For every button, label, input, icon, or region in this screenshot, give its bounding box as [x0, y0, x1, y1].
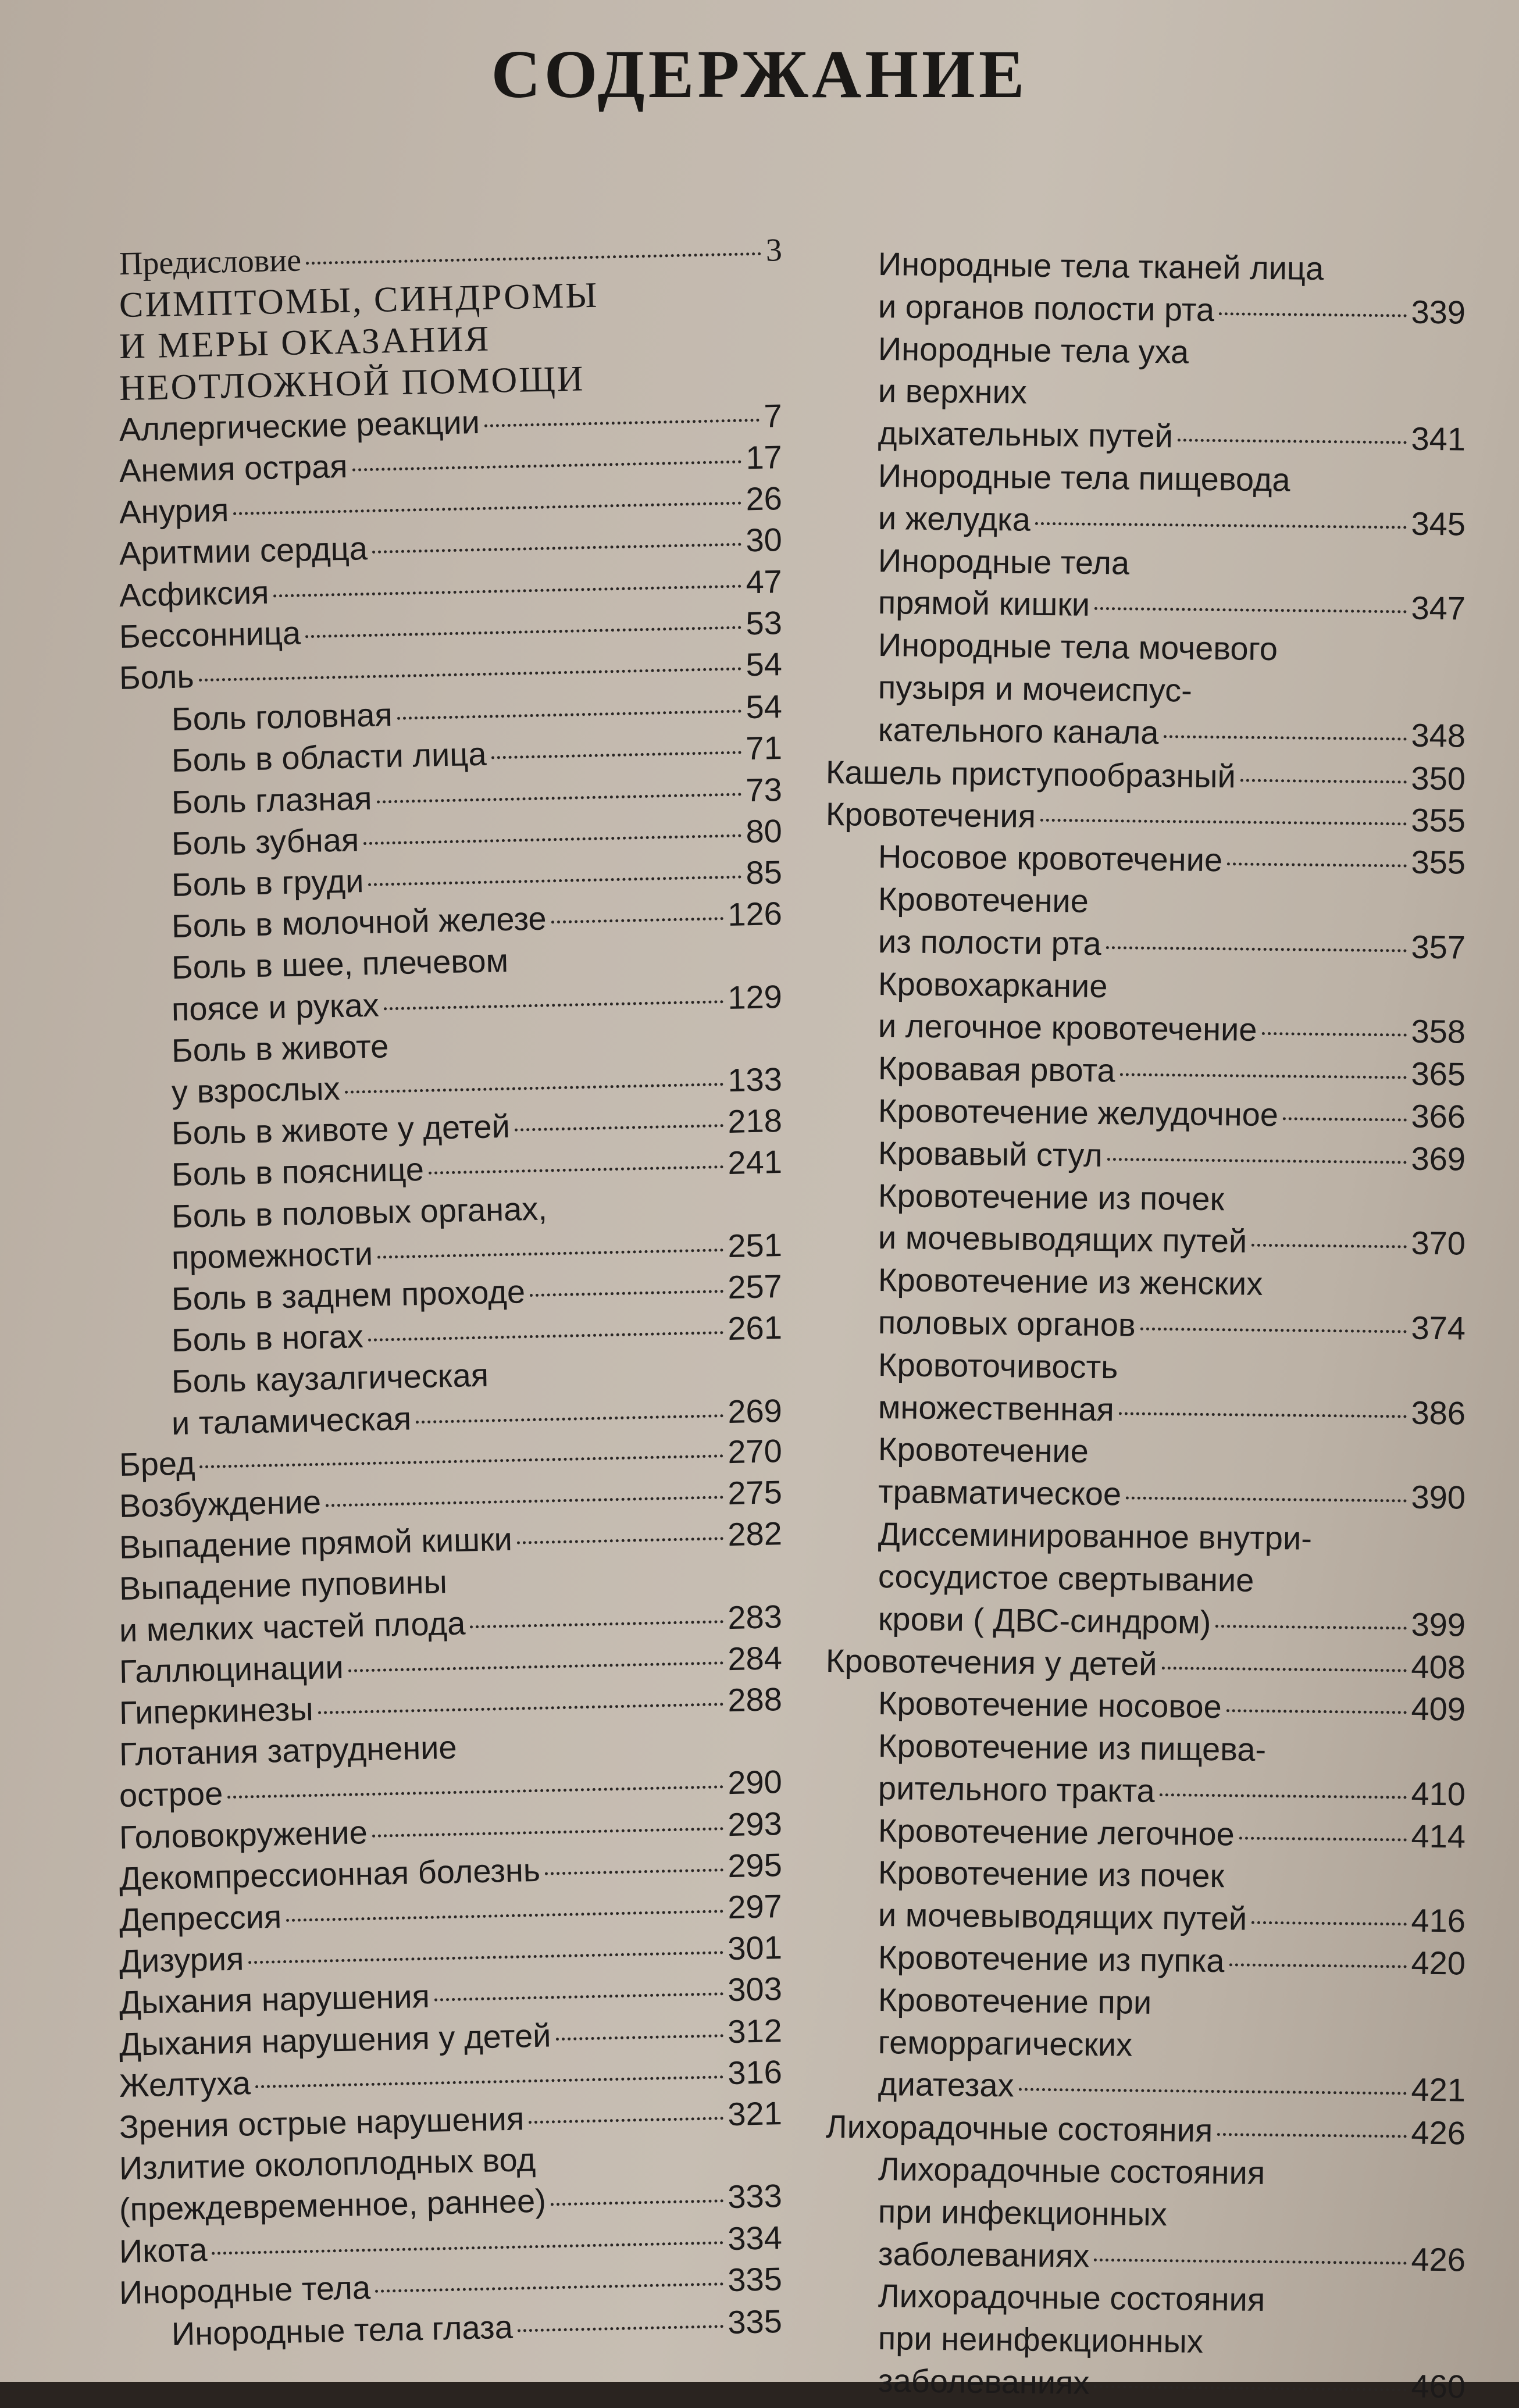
dot-leader: [375, 2282, 723, 2293]
toc-entry-page: 426: [1411, 2241, 1466, 2278]
toc-entry-title: пузыря и мочеиспус-: [878, 669, 1193, 709]
dot-leader: [530, 1290, 723, 1297]
toc-entry-title: из полости рта: [878, 922, 1102, 962]
dot-leader: [305, 626, 741, 638]
toc-entry-page: 355: [1411, 843, 1466, 881]
dot-leader: [429, 1166, 723, 1175]
toc-entry-title: поясе и руках: [171, 986, 380, 1028]
toc-entry-page: 26: [745, 480, 783, 518]
toc-entry-title: Боль в шее, плечевом: [171, 942, 509, 986]
toc-entry: [878, 1047, 1466, 1096]
toc-entry-title: Боль в животе: [171, 1027, 389, 1069]
dot-leader: [199, 668, 741, 682]
dot-leader: [517, 1537, 723, 1544]
dot-leader: [515, 1124, 723, 1132]
toc-entry-title: Выпадение прямой кишки: [119, 1521, 513, 1566]
toc-entry-title: Боль в ногах: [171, 1318, 364, 1359]
toc-entry-title: Предисловие: [119, 242, 302, 282]
toc-entry-title: Галлюцинации: [119, 1648, 344, 1690]
toc-entry-page: 366: [1411, 1097, 1466, 1135]
dot-leader: [345, 1083, 723, 1094]
dot-leader: [372, 1827, 723, 1838]
toc-entry-page: 420: [1411, 1944, 1466, 1982]
dot-leader: [273, 584, 741, 597]
toc-entry-title: и органов полости рта: [878, 287, 1215, 328]
dot-leader: [1227, 862, 1406, 867]
toc-entry-page: 297: [727, 1888, 783, 1926]
dot-leader: [1219, 312, 1406, 317]
toc-entry-page: 426: [1411, 2114, 1466, 2152]
toc-entry-page: 390: [1411, 1478, 1466, 1516]
dot-leader: [1126, 1497, 1406, 1503]
dot-leader: [1120, 1073, 1407, 1079]
dot-leader: [1283, 1117, 1407, 1121]
toc-entry-page: 73: [745, 770, 783, 808]
toc-entry-title: Бред: [119, 1444, 196, 1483]
toc-entry-page: 54: [745, 688, 783, 726]
toc-entry-page: 126: [727, 895, 783, 933]
toc-entry-title: Кровотечение желудочное: [878, 1092, 1279, 1133]
toc-entry-page: 71: [745, 729, 783, 767]
toc-entry-page: 347: [1411, 589, 1466, 627]
toc-entry-title: Гиперкинезы: [119, 1690, 314, 1731]
toc-entry-title: Боль в области лица: [171, 736, 487, 779]
dot-leader: [368, 875, 741, 886]
toc-entry-title: кательного канала: [878, 711, 1159, 751]
toc-entry: [878, 1090, 1466, 1138]
dot-leader: [1226, 1709, 1407, 1714]
toc-entry: [878, 1259, 1466, 1307]
toc-entry-title: у взрослых: [171, 1069, 341, 1110]
toc-entry: [878, 1301, 1466, 1350]
toc-entry-page: 257: [727, 1268, 783, 1305]
toc-entry: [878, 1386, 1466, 1435]
toc-entry-title: Инородные тела мочевого: [878, 626, 1278, 668]
dot-leader: [1035, 522, 1407, 529]
toc-entry-title: Головокружение: [119, 1813, 368, 1856]
dot-leader: [233, 502, 741, 515]
toc-entry-page: 333: [727, 2177, 783, 2216]
toc-entry: [878, 1979, 1466, 2027]
toc-entry-title: Инородные тела тканей лица: [878, 245, 1324, 287]
toc-entry-page: 316: [727, 2053, 783, 2091]
toc-entry-page: 369: [1411, 1140, 1466, 1178]
toc-entry-page: 350: [1411, 759, 1466, 797]
dot-leader: [377, 1248, 723, 1258]
toc-entry-title: Возбуждение: [119, 1483, 322, 1524]
toc-entry-page: 370: [1411, 1224, 1466, 1262]
toc-entry-title: заболеваниях: [878, 2235, 1090, 2274]
dot-leader: [1094, 2385, 1406, 2392]
toc-entry-title: Боль в заднем проходе: [171, 1273, 526, 1317]
dot-leader: [372, 543, 741, 554]
dot-leader: [1094, 2258, 1406, 2264]
toc-entry: [826, 751, 1466, 800]
dot-leader: [1161, 1667, 1406, 1672]
toc-entry-title: Выпадение пуповины: [119, 1563, 448, 1607]
toc-entry-title: Боль головная: [171, 696, 393, 738]
toc-entry: [878, 666, 1466, 715]
toc-entry-title: Кровотечение легочное: [878, 1811, 1235, 1853]
toc-entry-page: 284: [727, 1639, 783, 1677]
toc-entry: [878, 1852, 1466, 1900]
toc-entry: [826, 793, 1466, 842]
toc-entry-title: Дизурия: [119, 1940, 244, 1980]
toc-entry: [878, 1767, 1466, 1815]
toc-entry: [878, 1132, 1466, 1180]
toc-entry-title: Инородные тела: [878, 541, 1130, 582]
dot-leader: [1239, 1836, 1407, 1841]
dot-leader: [484, 419, 760, 427]
toc-entry-title: СИМПТОМЫ, СИНДРОМЫ: [119, 275, 599, 326]
toc-entry-title: и мелких частей плода: [119, 1604, 466, 1649]
toc-entry-title: Инородные тела уха: [878, 330, 1189, 370]
toc-entry-title: крови ( ДВС-синдром): [878, 1600, 1211, 1640]
toc-entry: [878, 709, 1466, 757]
toc-entry-page: 303: [727, 1970, 783, 2009]
dot-leader: [368, 1331, 723, 1342]
toc-entry-page: 348: [1411, 716, 1466, 754]
toc-entry-title: Зрения острые нарушения: [119, 2100, 525, 2145]
toc-entry-page: 357: [1411, 928, 1466, 966]
toc-entry-title: Депрессия: [119, 1898, 282, 1938]
toc-entry-page: 345: [1411, 505, 1466, 543]
toc-entry-page: 17: [745, 438, 783, 476]
toc-entry: [878, 1810, 1466, 1858]
dot-leader: [1229, 1963, 1406, 1968]
toc-entry-title: геморрагических: [878, 2023, 1133, 2063]
toc-entry-page: 269: [727, 1392, 783, 1430]
dot-leader: [306, 252, 761, 265]
toc-entry-title: Кровотечение из женских: [878, 1261, 1263, 1303]
dot-leader: [1094, 607, 1406, 613]
toc-entry: [878, 1344, 1466, 1392]
toc-entry-page: 275: [727, 1474, 783, 1512]
toc-entry-title: Кровотечение носовое: [878, 1685, 1222, 1725]
toc-entry: [878, 1005, 1466, 1053]
toc-entry-title: Дыхания нарушения: [119, 1978, 430, 2021]
dot-leader: [1140, 1328, 1407, 1333]
dot-leader: [200, 1454, 723, 1468]
toc-entry: [878, 1936, 1466, 1985]
toc-entry: [878, 836, 1466, 884]
toc-entry-title: Кровавая рвота: [878, 1050, 1115, 1089]
toc-entry-page: 293: [727, 1804, 783, 1843]
toc-entry-title: Боль глазная: [171, 779, 373, 820]
toc-entry-title: Глотания затруднение: [119, 1729, 458, 1773]
toc-entry-page: 241: [727, 1143, 783, 1182]
toc-entry-title: заболеваниях: [878, 2362, 1090, 2401]
toc-entry-title: Боль в животе у детей: [171, 1108, 511, 1152]
toc-entry: [878, 1556, 1466, 1604]
toc-entry-title: Лихорадочные состояния: [825, 2108, 1213, 2149]
toc-entry-title: промежности: [171, 1235, 373, 1276]
dot-leader: [551, 2200, 723, 2206]
toc-entry: [878, 370, 1466, 418]
toc-entry-title: Кровотечение из почек: [878, 1176, 1225, 1217]
toc-entry: [878, 2275, 1466, 2323]
toc-entry-title: (преждевременное, раннее): [119, 2182, 547, 2228]
toc-entry-title: диатезах: [878, 2065, 1014, 2104]
dot-leader: [1019, 2088, 1407, 2095]
toc-entry-title: рительного тракта: [878, 1769, 1156, 1809]
toc-entry-page: 290: [727, 1763, 783, 1801]
toc-entry-page: 321: [727, 2095, 783, 2133]
dot-leader: [529, 2117, 723, 2124]
toc-entry: [826, 1640, 1466, 1689]
toc-entry-title: Инородные тела: [119, 2268, 371, 2311]
toc-entry-page: 358: [1411, 1012, 1466, 1050]
toc-entry: [878, 1725, 1466, 1773]
toc-entry-title: Кровоточивость: [878, 1346, 1118, 1386]
toc-entry-page: 386: [1411, 1394, 1466, 1432]
toc-entry: [878, 286, 1466, 334]
toc-entry-page: 295: [727, 1846, 783, 1884]
toc-entry-title: Бессонница: [119, 614, 301, 655]
toc-entry: [878, 1175, 1466, 1223]
dot-leader: [1119, 1412, 1407, 1418]
toc-entry-title: травматическое: [878, 1473, 1122, 1512]
toc-entry-title: Кровотечение: [878, 880, 1089, 919]
toc-entry-title: Аллергические реакции: [119, 403, 480, 448]
toc-entry-title: Декомпрессионная болезнь: [119, 1851, 541, 1897]
dot-leader: [470, 1620, 723, 1628]
toc-entry-page: 47: [745, 562, 783, 601]
toc-entry-title: Боль в груди: [171, 862, 364, 903]
toc-entry-page: 283: [727, 1597, 783, 1636]
toc-entry-title: дыхательных путей: [878, 415, 1174, 455]
toc-entry-title: и мочевыводящих путей: [878, 1219, 1247, 1260]
dot-leader: [286, 1910, 723, 1922]
toc-entry-title: и таламическая: [171, 1399, 412, 1442]
toc-entry-title: Кровохаркание: [878, 965, 1108, 1004]
dot-leader: [1160, 1793, 1407, 1799]
dot-leader: [1217, 2133, 1406, 2138]
toc-entry: [878, 2317, 1466, 2366]
toc-entry-page: 460: [1411, 2367, 1466, 2405]
toc-entry-page: 282: [727, 1515, 783, 1553]
toc-entry-title: Аритмии сердца: [119, 530, 368, 572]
dot-leader: [545, 1868, 723, 1875]
dot-leader: [555, 2034, 723, 2040]
toc-entry-page: 414: [1411, 1817, 1466, 1855]
dot-leader: [227, 1786, 723, 1799]
toc-entry-title: Икота: [119, 2231, 208, 2270]
toc-entry-page: 409: [1411, 1690, 1466, 1728]
toc-entry-title: и легочное кровотечение: [878, 1007, 1257, 1048]
toc-entry-title: Дыхания нарушения у детей: [119, 2017, 551, 2063]
toc-entry-page: 410: [1411, 1775, 1466, 1813]
toc-entry-page: 80: [745, 812, 783, 850]
dot-leader: [1106, 946, 1407, 952]
toc-entry-title: НЕОТЛОЖНОЙ ПОМОЩИ: [119, 358, 586, 408]
dot-leader: [348, 1661, 723, 1672]
toc-entry: [878, 1428, 1466, 1476]
toc-entry-page: 421: [1411, 2071, 1466, 2109]
toc-entry: [878, 2148, 1466, 2196]
toc-entry-title: Лихорадочные состояния: [878, 2150, 1265, 2191]
toc-entry-page: 261: [727, 1309, 783, 1347]
toc-entry: [878, 2360, 1466, 2408]
toc-entry-title: Излитие околоплодных вод: [119, 2141, 536, 2187]
dot-leader: [1040, 819, 1406, 826]
toc-entry-title: И МЕРЫ ОКАЗАНИЯ: [119, 319, 491, 367]
toc-entry-title: Боль каузалгическая: [171, 1356, 489, 1400]
toc-entry: [878, 540, 1466, 588]
dot-leader: [255, 2075, 723, 2088]
toc-entry: [878, 963, 1466, 1011]
dot-leader: [326, 1496, 723, 1507]
toc-entry-title: Кровотечение: [878, 1430, 1089, 1470]
toc-entry-title: Лихорадочные состояния: [878, 2277, 1265, 2318]
dot-leader: [1251, 1244, 1406, 1248]
dot-leader: [212, 2241, 723, 2254]
page-title: СОДЕРЖАНИЕ: [491, 36, 1028, 112]
toc-entry: [878, 1471, 1466, 1519]
toc-entry-page: 339: [1411, 293, 1466, 331]
toc-entry-page: 85: [745, 854, 783, 891]
toc-entry-page: 312: [727, 2011, 783, 2050]
toc-entry-page: 301: [727, 1929, 783, 1967]
toc-entry-title: Кровотечение при: [878, 1981, 1152, 2021]
toc-entry-page: 270: [727, 1432, 783, 1470]
toc-entry-title: Кровотечения у детей: [825, 1642, 1157, 1683]
toc-entry-page: 399: [1411, 1606, 1466, 1643]
toc-entry: [878, 1894, 1466, 1942]
dot-leader: [1261, 1032, 1406, 1037]
dot-leader: [1251, 1921, 1406, 1926]
toc-entry-page: 341: [1411, 420, 1466, 458]
toc-entry-page: 218: [727, 1102, 783, 1140]
dot-leader: [491, 751, 741, 759]
toc-entry-title: Кровотечение из пищева-: [878, 1727, 1267, 1768]
toc-entry-page: 133: [727, 1061, 783, 1098]
toc-entry: [878, 1513, 1466, 1561]
dot-leader: [1240, 779, 1407, 783]
toc-entry: [878, 243, 1466, 291]
toc-entry-page: 334: [727, 2218, 783, 2257]
toc-entry-title: Желтуха: [119, 2064, 251, 2104]
toc-entry-title: Боль: [119, 658, 195, 696]
toc-entry-title: при неинфекционных: [878, 2320, 1204, 2360]
toc-entry-title: половых органов: [878, 1304, 1136, 1343]
dot-leader: [352, 461, 741, 472]
toc-entry: [878, 878, 1466, 926]
dot-leader: [318, 1703, 723, 1714]
toc-entry: [826, 2106, 1466, 2154]
toc-entry: [878, 2233, 1466, 2281]
toc-entry-title: множественная: [878, 1388, 1115, 1428]
toc-entry-page: 416: [1411, 1902, 1466, 1939]
toc-entry-title: Асфиксия: [119, 573, 270, 613]
toc-entry-title: Боль в молочной железе: [171, 900, 547, 945]
toc-entry-title: и желудка: [878, 499, 1031, 538]
toc-entry-page: 335: [727, 2260, 783, 2298]
toc-entry-title: Анурия: [119, 491, 230, 531]
dot-leader: [377, 793, 741, 803]
toc-entry: [878, 497, 1466, 545]
toc-entry: [878, 624, 1466, 672]
dot-leader: [1107, 1158, 1407, 1164]
dot-leader: [1215, 1625, 1406, 1629]
toc-entry-title: Кашель приступообразный: [825, 753, 1236, 794]
toc-entry-page: 53: [745, 604, 783, 642]
toc-entry-title: Инородные тела пищевода: [878, 457, 1290, 498]
toc-entry-title: Кровавый стул: [878, 1134, 1103, 1173]
toc-entry-page: 288: [727, 1681, 783, 1719]
dot-leader: [248, 1951, 723, 1964]
toc-entry-page: 374: [1411, 1309, 1466, 1347]
toc-entry: [878, 2063, 1466, 2111]
toc-entry-page: 7: [763, 397, 783, 434]
toc-entry-title: Кровотечение из почек: [878, 1854, 1225, 1895]
toc-entry-page: 251: [727, 1226, 783, 1264]
toc-entry: [878, 2191, 1466, 2239]
toc-entry-title: и верхних: [878, 372, 1028, 411]
toc-entry-title: при инфекционных: [878, 2192, 1168, 2232]
dot-leader: [518, 2325, 723, 2332]
toc-entry-title: и мочевыводящих путей: [878, 1896, 1247, 1937]
toc-entry: [878, 582, 1466, 630]
dot-leader: [416, 1414, 723, 1424]
toc-entry: [878, 412, 1466, 461]
toc-entry-title: Анемия острая: [119, 447, 348, 489]
toc-entry-title: Боль в пояснице: [171, 1151, 425, 1193]
toc-entry-page: 129: [727, 978, 783, 1016]
toc-entry-page: 365: [1411, 1055, 1466, 1093]
dot-leader: [397, 710, 741, 720]
toc-entry-page: 335: [727, 2303, 783, 2341]
toc-entry: [878, 1217, 1466, 1265]
dot-leader: [1163, 735, 1406, 740]
dot-leader: [363, 834, 741, 845]
dot-leader: [384, 1000, 723, 1010]
toc-entry-title: Кровотечения: [825, 795, 1036, 835]
toc-entry: [878, 921, 1466, 969]
toc-entry-title: острое: [119, 1775, 223, 1814]
dot-leader: [434, 1993, 723, 2002]
toc-entry-title: Диссеминированное внутри-: [878, 1515, 1313, 1557]
toc-entry-title: Боль в половых органах,: [171, 1190, 548, 1235]
toc-entry-page: 30: [745, 521, 783, 559]
dot-leader: [1178, 439, 1407, 444]
toc-entry-page: 3: [765, 232, 783, 269]
toc-entry-title: Кровотечение из пупка: [878, 1939, 1225, 1979]
toc-entry-page: 408: [1411, 1648, 1466, 1686]
toc-entry: [878, 328, 1466, 376]
toc-entry-title: сосудистое свертывание: [878, 1557, 1254, 1599]
toc-entry-title: Инородные тела глаза: [171, 2308, 514, 2352]
dot-leader: [551, 917, 723, 923]
toc-entry-page: 355: [1411, 801, 1466, 839]
toc-entry-title: Боль зубная: [171, 821, 359, 862]
toc-entry-title: прямой кишки: [878, 584, 1090, 623]
toc-entry: [878, 1682, 1466, 1731]
toc-entry: [878, 455, 1466, 503]
toc-entry-page: 54: [745, 645, 783, 683]
toc-entry-title: Носовое кровотечение: [878, 838, 1223, 879]
toc-entry: [878, 2021, 1466, 2070]
toc-entry: [878, 1598, 1466, 1646]
